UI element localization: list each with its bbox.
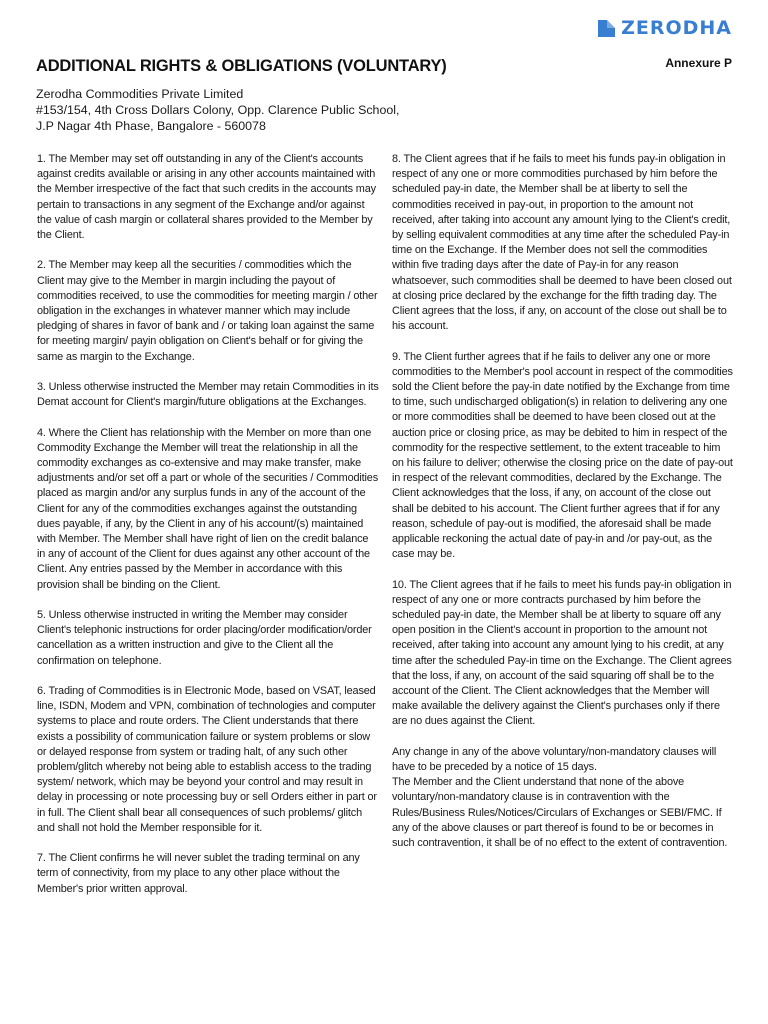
clause-5: 5. Unless otherwise instructed in writing the Member may consider Client's telephonic instructions for order placing/order modification/order cancellation as a written instruction and give to the Client all the confirmation on telephone.: [37, 609, 372, 667]
page-title: ADDITIONAL RIGHTS & OBLIGATIONS (VOLUNTARY): [36, 56, 447, 75]
zerodha-logo: [598, 17, 732, 39]
annexure-label: Annexure P: [665, 56, 732, 70]
zerodha-logo-icon: [598, 20, 615, 37]
left-column: [37, 152, 379, 912]
contravention-clause: The Member and the Client understand that none of the above voluntary/non-mandatory clause is in contravention with the Rules/Business Rules/Notices/Circulars of Exchanges or SEBI/FMC. If any of the above clauses or part thereof is found to be or becomes in such contravention, it shall be of no effect to the extent of contravention.: [392, 776, 728, 850]
clause-6: 6. Trading of Commodities is in Electronic Mode, based on VSAT, leased line, ISDN, Modem and VPN, combination of technologies and computer systems to place and route orders. The Client understands that there exists a possibility of communication failure or system problems or slow or delayed response from system or trading halt, of any such other problem/glitch whereby not being able to establish access to the trading system/ network, which may be beyond your control and may result in delay in processing or note processing buy or sell Orders either in part or in full. The Client shall bear all consequences of such problems/ glitch and shall not hold the Member responsible for it.: [37, 685, 377, 834]
clause-2: 2. The Member may keep all the securities / commodities which the Client may give to the Member in margin including the payout of commodities received, to use the commodities for meeting margin / other obligation in the exchanges in whatever manner which may include pledging of shares in favor of bank and / or taking loan against the same for meeting margin/ payin obligation on Client's behalf or for giving the same as margin to the Exchange.: [37, 259, 378, 363]
clause-10: 10. The Client agrees that if he fails to meet his funds pay-in obligation in respect of any one or more contracts purchased by him before the scheduled pay-in date, the Member shall be at liberty to square off any open position in the Client's account in proportion to the amount not received, after taking into account any amount lying to his credit, at any time after the scheduled Pay-in time on the Exchange. The Client agrees that the loss, if any, on account of the said squaring off shall be to the account of the Client. The Client acknowledges that the Member will make available the delivery against the Client's purchases only if there are no dues against the Client.: [392, 578, 732, 728]
clause-3: 3. Unless otherwise instructed the Member may retain Commodities in its Demat account for Client's margin/future obligations at the Exchanges.: [37, 381, 379, 409]
address-line-2: #153/154, 4th Cross Dollars Colony, Opp. Clarence Public School,: [36, 103, 400, 117]
clause-9: 9. The Client further agrees that if he fails to deliver any one or more commodities to the Member's pool account in respect of the commodities sold the Client before the pay-in date notified by the Exchange from time to time, such undischarged obligation(s) in relation to delivering any one or more commodities shall be deemed to have been closed out at the auction price or closing price, as may be debited to him in respect of the commodity for the respective settlement, to the extent traceable to him on his failure to deliver; otherwise the closing price on the date of pay-out in respect of the relevant commodities, declared by the Exchange. The Client acknowledges that the loss, if any, on account of the close out shall be debited to his account. The Client further agrees that if for any reason, schedule of pay-out is modified, the aforesaid shall be made applicable reckoning the actual date of pay-in and /or pay-out, as the case may be.: [392, 350, 733, 561]
address-line-1: Zerodha Commodities Private Limited: [36, 87, 244, 101]
clause-1: 1. The Member may set off outstanding in any of the Client's accounts against credits available or arising in any other accounts maintained with the Member irrespective of the fact that such credits in the accounts may pertain to transactions in any segment of the Exchange and/or against the value of cash margin or collateral shares provided to the Member by the Client.: [37, 153, 376, 242]
brand-name: ZERODHA: [621, 17, 732, 39]
address-line-3: J.P Nagar 4th Phase, Bangalore - 560078: [36, 119, 266, 133]
right-column: [392, 152, 734, 866]
clause-8: 8. The Client agrees that if he fails to meet his funds pay-in obligation in respect of any one or more commodities purchased by him before the scheduled pay-in date, the Member shall be at liberty to sell the commodities received in pay-out, in proportion to the amount not received, after taking into account any amount lying to the Client's credit, by selling equivalent commodities at any time after the scheduled Pay-in time on the Exchange. If the Member does not sell the commodities within five trading days after the date of Pay-in for any reason whatsoever, such commodities shall be deemed to have been closed out at closing price declared by the exchange for the fifth trading day. The Client agrees that the loss, if any, on account of the close out shall be to his account.: [392, 153, 732, 333]
notice-clause: Any change in any of the above voluntary/non-mandatory clauses will have to be preceded by a notice of 15 days.: [392, 745, 717, 774]
clause-7: 7. The Client confirms he will never sublet the trading terminal on any term of connectivity, from my place to any other place without the Member's prior written approval.: [37, 852, 360, 895]
clause-4: 4. Where the Client has relationship with the Member on more than one Commodity Exchange the Member will treat the relationship in all the commodity exchanges as co-extensive and may make transfer, make adjustments and/or set off a part or whole of the securities / Commodities placed as margin and/or any surplus funds in any of the account of the Client for any of the commodities exchanges against the outstanding dues payable, if any, by the Client in any of his account/(s) maintained with Member. The Member shall have right of lien on the credit balance in any of account of the Client for dues against any other account of the Client. Any entries passed by the Member in accordance with this provision shall be binding on the Client.: [37, 426, 379, 591]
company-address: [36, 86, 399, 134]
